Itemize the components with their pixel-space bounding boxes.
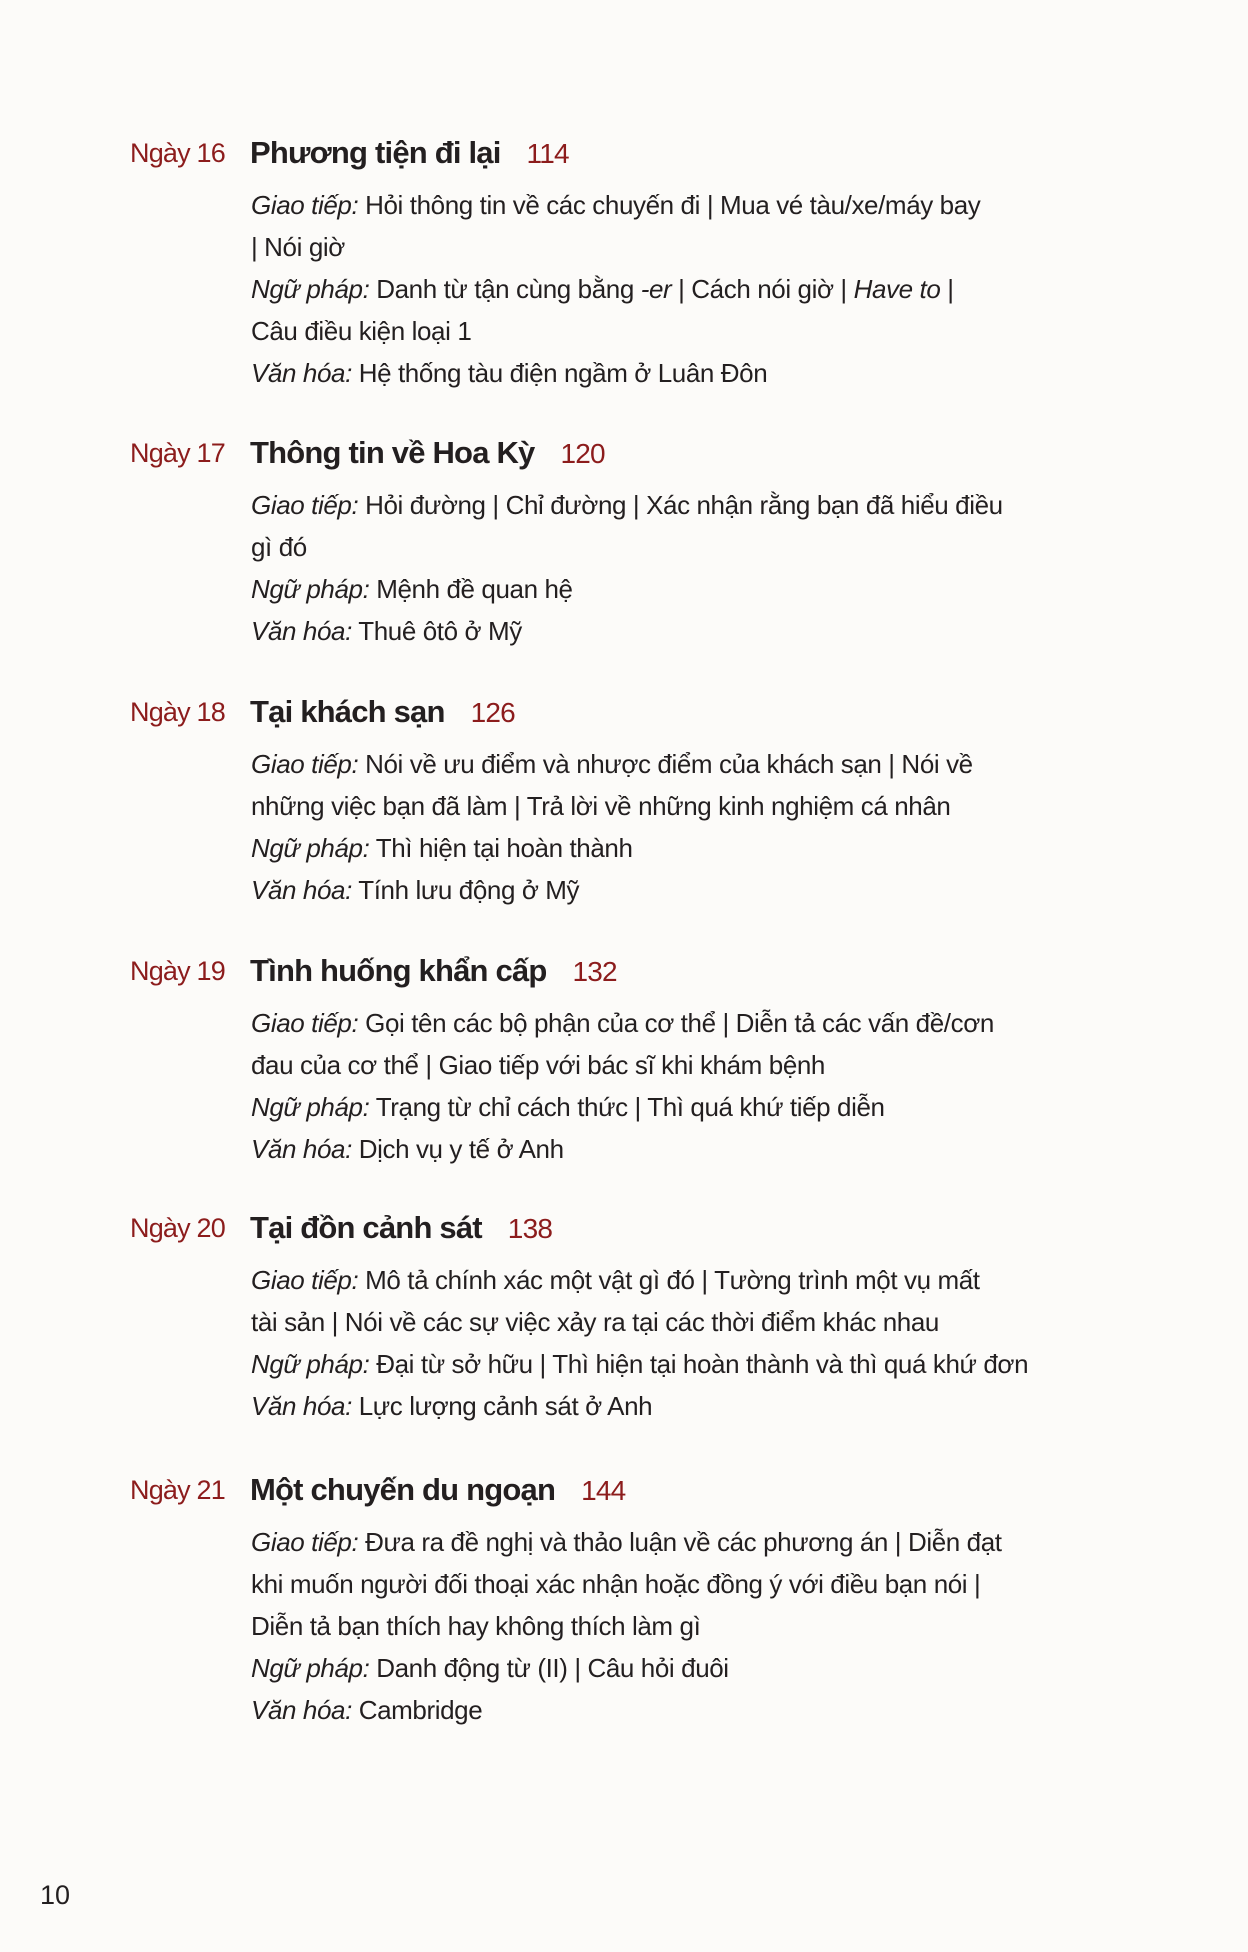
italic-text: Văn hóa:: [251, 1134, 352, 1164]
day-label: Ngày 17: [130, 438, 225, 468]
italic-text: Ngữ pháp:: [251, 574, 370, 604]
detail-line: [251, 352, 980, 394]
detail-text: Danh từ tận cùng bằng: [369, 274, 641, 304]
lesson-details: [251, 1521, 1002, 1731]
italic-text: Giao tiếp:: [251, 1527, 359, 1557]
detail-line: [251, 869, 973, 911]
detail-line: [251, 568, 1003, 610]
day-label: Ngày 19: [130, 956, 225, 986]
detail-line: [251, 1385, 1028, 1427]
detail-line: [251, 526, 1003, 568]
detail-text: tài sản | Nói về các sự việc xảy ra tại các thời điểm khác nhau: [251, 1307, 939, 1337]
italic-text: Ngữ pháp:: [251, 1092, 370, 1122]
italic-text: Văn hóa:: [251, 616, 352, 646]
lesson-page-number: 132: [572, 956, 617, 987]
lesson-details: [251, 184, 980, 394]
detail-line: [251, 827, 973, 869]
detail-text: đau của cơ thể | Giao tiếp với bác sĩ khi khám bệnh: [251, 1050, 825, 1080]
detail-line: [251, 484, 1003, 526]
detail-text: Tính lưu động ở Mỹ: [351, 875, 580, 905]
detail-line: [251, 1605, 1002, 1647]
lesson-page-number: 144: [581, 1475, 626, 1506]
italic-text: Giao tiếp:: [251, 1008, 359, 1038]
italic-text: Giao tiếp:: [251, 490, 359, 520]
detail-text: Mô tả chính xác một vật gì đó | Tường trình một vụ mất: [358, 1265, 980, 1295]
lesson-details: [251, 484, 1003, 652]
lesson-details: [251, 743, 973, 911]
lesson-page-number: 138: [507, 1213, 553, 1244]
detail-text: Đại từ sở hữu | Thì hiện tại hoàn thành và thì quá khứ đơn: [369, 1349, 1029, 1379]
detail-text: Thuê ôtô ở Mỹ: [351, 616, 522, 646]
italic-text: Giao tiếp:: [251, 190, 359, 220]
detail-line: [251, 1689, 1002, 1731]
italic-text: Ngữ pháp:: [251, 833, 370, 863]
lesson-page-number: 120: [560, 438, 605, 469]
italic-text: Văn hóa:: [251, 1391, 352, 1421]
day-label: Ngày 20: [130, 1213, 225, 1243]
detail-line: [251, 268, 980, 310]
italic-text: Văn hóa:: [251, 1695, 352, 1725]
detail-text: Hỏi thông tin về các chuyến đi | Mua vé tàu/xe/máy bay: [358, 190, 981, 220]
detail-line: [251, 785, 973, 827]
detail-line: [251, 1086, 994, 1128]
lesson-title: Phương tiện đi lại: [250, 135, 501, 170]
detail-line: [251, 610, 1003, 652]
detail-text: Nói về ưu điểm và nhược điểm của khách sạn | Nói về: [358, 749, 973, 779]
lesson-title-row: [250, 953, 617, 989]
italic-text: Ngữ pháp:: [251, 1349, 370, 1379]
detail-text: gì đó: [251, 532, 307, 562]
detail-text: Dịch vụ y tế ở Anh: [351, 1134, 564, 1164]
lesson-title-row: [250, 435, 605, 471]
lesson-details: [251, 1002, 994, 1170]
detail-line: [251, 1521, 1002, 1563]
detail-text: Trạng từ chỉ cách thức | Thì quá khứ tiếp diễn: [369, 1092, 885, 1122]
detail-text: Thì hiện tại hoàn thành: [369, 833, 633, 863]
detail-text: Đưa ra đề nghị và thảo luận về các phương án | Diễn đạt: [358, 1527, 1002, 1557]
italic-text: -er: [640, 274, 672, 304]
italic-text: Văn hóa:: [251, 358, 352, 388]
detail-line: [251, 1044, 994, 1086]
italic-text: Have to: [853, 274, 941, 304]
detail-line: [251, 1301, 1028, 1343]
detail-line: [251, 1563, 1002, 1605]
lesson-details: [251, 1259, 1028, 1427]
detail-text: |: [940, 274, 954, 304]
detail-text: khi muốn người đối thoại xác nhận hoặc đồng ý với điều bạn nói |: [251, 1569, 981, 1599]
detail-text: Diễn tả bạn thích hay không thích làm gì: [251, 1611, 701, 1641]
italic-text: Ngữ pháp:: [251, 274, 370, 304]
lesson-page-number: 126: [470, 697, 515, 728]
detail-text: | Cách nói giờ |: [671, 274, 854, 304]
detail-text: những việc bạn đã làm | Trả lời về những kinh nghiệm cá nhân: [251, 791, 951, 821]
lesson-title: Tình huống khẩn cấp: [250, 953, 547, 988]
italic-text: Giao tiếp:: [251, 749, 359, 779]
detail-text: Mệnh đề quan hệ: [369, 574, 573, 604]
detail-line: [251, 1647, 1002, 1689]
lesson-title: Một chuyến du ngoạn: [250, 1472, 556, 1507]
detail-line: [251, 1128, 994, 1170]
detail-line: [251, 1343, 1028, 1385]
lesson-title-row: [250, 135, 569, 171]
detail-text: | Nói giờ: [251, 232, 345, 262]
detail-text: Gọi tên các bộ phận của cơ thể | Diễn tả các vấn đề/cơn: [358, 1008, 994, 1038]
detail-line: [251, 1002, 994, 1044]
detail-text: Danh động từ (II) | Câu hỏi đuôi: [369, 1653, 729, 1683]
lesson-title-row: [250, 1210, 552, 1246]
detail-text: Cambridge: [351, 1695, 483, 1725]
detail-text: Hệ thống tàu điện ngầm ở Luân Đôn: [351, 358, 768, 388]
lesson-title-row: [250, 694, 515, 730]
page-number: 10: [40, 1880, 71, 1910]
lesson-title: Thông tin về Hoa Kỳ: [250, 435, 535, 470]
detail-line: [251, 184, 980, 226]
lesson-title: Tại khách sạn: [250, 694, 445, 729]
lesson-title-row: [250, 1472, 625, 1508]
day-label: Ngày 16: [130, 138, 225, 168]
detail-line: [251, 226, 980, 268]
detail-line: [251, 310, 980, 352]
detail-line: [251, 1259, 1028, 1301]
detail-text: Lực lượng cảnh sát ở Anh: [351, 1391, 653, 1421]
italic-text: Giao tiếp:: [251, 1265, 359, 1295]
day-label: Ngày 21: [130, 1475, 225, 1505]
day-label: Ngày 18: [130, 697, 225, 727]
italic-text: Ngữ pháp:: [251, 1653, 370, 1683]
detail-text: Câu điều kiện loại 1: [251, 316, 472, 346]
detail-line: [251, 743, 973, 785]
lesson-title: Tại đồn cảnh sát: [250, 1210, 482, 1245]
detail-text: Hỏi đường | Chỉ đường | Xác nhận rằng bạn đã hiểu điều: [358, 490, 1003, 520]
italic-text: Văn hóa:: [251, 875, 352, 905]
lesson-page-number: 114: [526, 138, 569, 169]
